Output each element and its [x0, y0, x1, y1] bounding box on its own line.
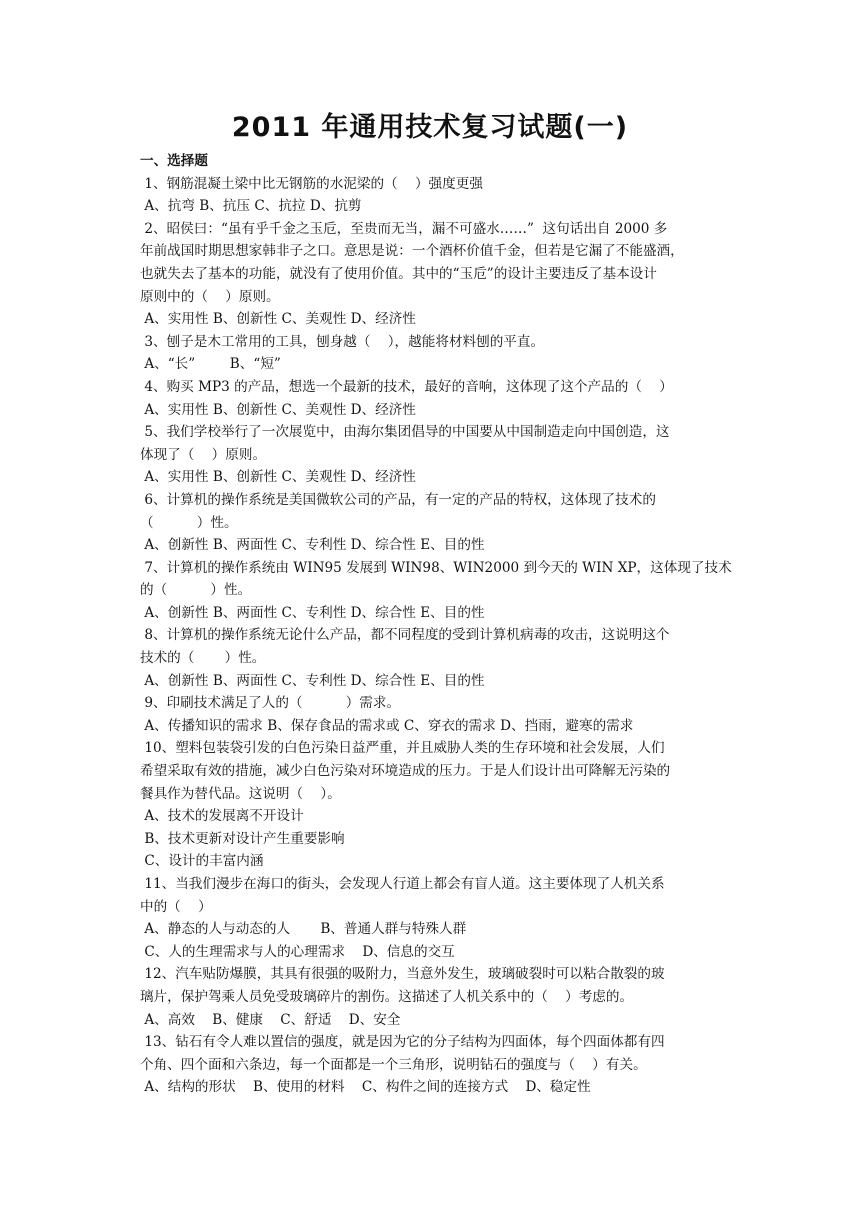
text-line: 餐具作为替代品。这说明（ ）。	[140, 785, 341, 802]
text-line: 11、当我们漫步在海口的街头，会发现人行道上都会有盲人道。这主要体现了人机关系	[140, 876, 665, 892]
text-line: A、创新性 B、两面性 C、专利性 D、综合性 E、目的性	[140, 672, 485, 689]
text-line: 8、计算机的操作系统无论什么产品，都不同程度的受到计算机病毒的攻击，这说明这个	[140, 627, 670, 644]
text-line: A、创新性 B、两面性 C、专利性 D、综合性 E、目的性	[140, 604, 485, 621]
text-line: 7、计算机的操作系统由 WIN95 发展到 WIN98、WIN2000 到今天的 WIN XP，这体现了技术	[140, 559, 732, 576]
document-title: 2011 年通用技术复习试题(一)	[231, 112, 629, 143]
text-line: 3、刨子是木工常用的工具，刨身越（ ），越能将材料刨的平直。	[140, 333, 545, 350]
text-line: A、传播知识的需求 B、保存食品的需求或 C、穿衣的需求 D、挡雨，避寒的需求	[140, 717, 634, 734]
text-line: A、实用性 B、创新性 C、美观性 D、经济性	[140, 311, 416, 328]
text-line: 13、钻石有令人难以置信的强度，就是因为它的分子结构为四面体，每个四面体都有四	[140, 1034, 665, 1051]
text-line: A、实用性 B、创新性 C、美观性 D、经济性	[140, 401, 416, 418]
text-line: 璃片，保护驾乘人员免受玻璃碎片的割伤。这描述了人机关系中的（ ）考虑的。	[140, 988, 634, 1005]
text-line: 年前战国时期思想家韩非子之口。意思是说：一个酒杯价值千金，但若是它漏了不能盛酒，	[140, 243, 684, 260]
text-line: C、人的生理需求与人的心理需求 D、信息的交互	[140, 943, 455, 960]
text-line: 中的（ ）	[140, 898, 212, 915]
text-line: A、静态的人与动态的人 B、普通人群与特殊人群	[140, 921, 467, 938]
text-line: A、高效 B、健康 C、舒适 D、安全	[140, 1011, 401, 1028]
text-line: 个角、四个面和六条边，每一个面都是一个三角形，说明钻石的强度与（ ）有关。	[140, 1056, 647, 1073]
text-line: B、技术更新对设计产生重要影响	[140, 830, 345, 847]
text-line: 1、钢筋混凝土梁中比无钢筋的水泥梁的（ ）强度更强	[140, 175, 483, 192]
text-line: 原则中的（ ）原则。	[140, 288, 280, 305]
text-line: 9、印刷技术满足了人的（ ）需求。	[140, 695, 401, 712]
text-line: 希望采取有效的措施，减少白色污染对环境造成的压力。于是人们设计出可降解无污染的	[140, 763, 671, 780]
text-line: 也就失去了基本的功能，就没有了使用价值。其中的“玉卮”的设计主要违反了基本设计	[140, 265, 657, 282]
text-line: A、实用性 B、创新性 C、美观性 D、经济性	[140, 469, 416, 486]
text-line: 的（ ）性。	[140, 582, 252, 599]
text-line: 10、塑料包装袋引发的白色污染日益严重，并且威胁人类的生存环境和社会发展，人们	[140, 740, 665, 757]
text-line: A、“长” B、“短”	[140, 356, 281, 373]
text-line: （ ）性。	[140, 514, 238, 531]
text-line: A、结构的形状 B、使用的材料 C、构件之间的连接方式 D、稳定性	[140, 1079, 591, 1096]
text-line: 5、我们学校举行了一次展览中，由海尔集团倡导的中国要从中国制造走向中国创造，这	[140, 424, 670, 441]
text-line: 6、计算机的操作系统是美国微软公司的产品，有一定的产品的特权，这体现了技术的	[140, 491, 656, 508]
text-line: 技术的（ ）性。	[140, 650, 266, 667]
text-line: A、抗弯 B、抗压 C、抗拉 D、抗剪	[140, 198, 362, 215]
text-line: 体现了（ ）原则。	[140, 446, 267, 463]
text-line: 12、汽车贴防爆膜，其具有很强的吸附力，当意外发生，玻璃破裂时可以粘合散裂的玻	[140, 966, 665, 983]
text-line: 2、昭侯曰：“虽有乎千金之玉卮，至贵而无当，漏不可盛水……” 这句话出自 2000 多	[140, 220, 668, 237]
section-heading: 一、选择题	[140, 153, 208, 169]
text-line: A、创新性 B、两面性 C、专利性 D、综合性 E、目的性	[140, 537, 485, 554]
text-line: 4、购买 MP3 的产品，想选一个最新的技术，最好的音响，这体现了这个产品的（ ）	[140, 378, 673, 395]
question-body	[140, 150, 732, 1099]
text-line: C、设计的丰富内涵	[140, 853, 264, 870]
text-line: A、技术的发展离不开设计	[140, 808, 304, 825]
